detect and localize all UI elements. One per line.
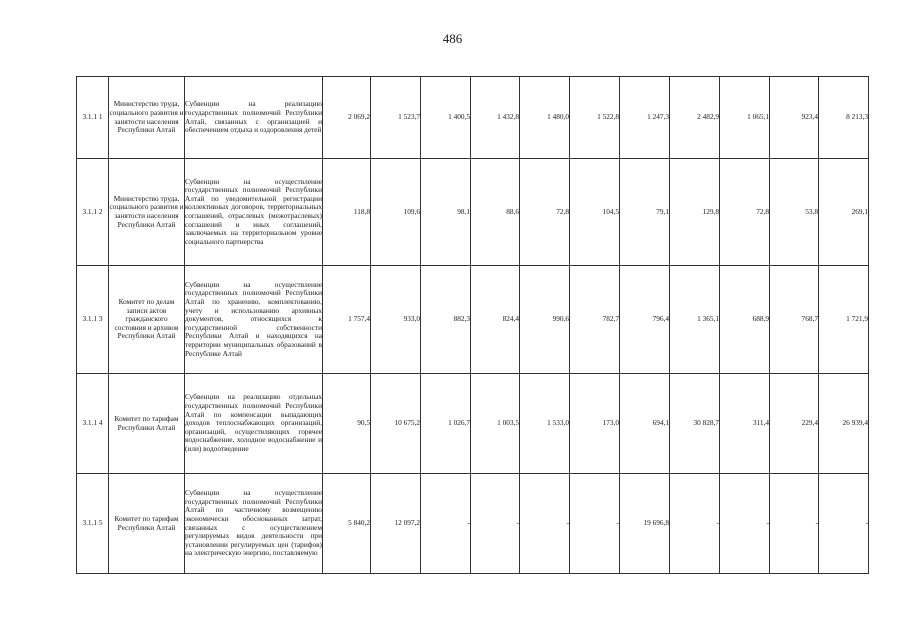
row-description-text: Субвенции на реализацию отдельных государственных полномочий Республики Алтай по компенсации выпадающих доходов теплоснабжающих организаций, организаций, осуществляющих горячее водоснабжение, холодное водоснабжение и (или) водоотведение (185, 393, 322, 453)
value-cell: - (819, 474, 869, 574)
value-cell: 30 828,7 (670, 374, 720, 474)
value-cell: - (471, 474, 520, 574)
table-row (77, 374, 869, 474)
value-cell: 2 069,2 (323, 77, 371, 159)
row-code: 3.1.1 2 (77, 159, 109, 266)
value-cell: - (421, 474, 471, 574)
value-cell: - (720, 474, 770, 574)
row-description (185, 266, 323, 374)
value-cell: 229,4 (770, 374, 819, 474)
row-code: 3.1.1 3 (77, 266, 109, 374)
value-cell: 26 939,4 (819, 374, 869, 474)
table-row (77, 474, 869, 574)
subventions-table (76, 76, 869, 574)
row-organization: Министерство труда, социального развития и занятости населения Республики Алтай (109, 77, 185, 159)
value-cell: 1 003,5 (471, 374, 520, 474)
value-cell: 1 400,5 (421, 77, 471, 159)
value-cell: 1 026,7 (421, 374, 471, 474)
value-cell: 12 097,2 (371, 474, 421, 574)
value-cell: 10 675,2 (371, 374, 421, 474)
row-code: 3.1.1 4 (77, 374, 109, 474)
value-cell: 1 757,4 (323, 266, 371, 374)
value-cell: 1 721,9 (819, 266, 869, 374)
value-cell: 1 065,1 (720, 77, 770, 159)
value-cell: 1 523,7 (371, 77, 421, 159)
row-description (185, 374, 323, 474)
value-cell: - (570, 474, 620, 574)
value-cell: 768,7 (770, 266, 819, 374)
row-description (185, 159, 323, 266)
value-cell: 8 213,3 (819, 77, 869, 159)
page-number: 486 (442, 31, 463, 46)
row-description (185, 77, 323, 159)
row-description-text: Субвенции на осуществление государственных полномочий Республики Алтай по частичному возмещению экономически обоснованных затрат, связанных с осуществлением регулируемых видов деятельности при установлении регулируемых цен (тарифов) на электрическую энергию, поставляемую (185, 489, 322, 558)
value-cell: 1 365,1 (670, 266, 720, 374)
value-cell: 796,4 (620, 266, 670, 374)
row-description (185, 474, 323, 574)
value-cell: 1 533,0 (520, 374, 570, 474)
row-code: 3.1.1 1 (77, 77, 109, 159)
row-organization: Комитет по тарифам Республики Алтай (109, 474, 185, 574)
value-cell: 882,3 (421, 266, 471, 374)
value-cell: 933,0 (371, 266, 421, 374)
value-cell: 990,6 (520, 266, 570, 374)
row-description-text: Субвенции на реализацию государственных полномочий Республики Алтай, связанных с организацией и обеспечением отдыха и оздоровления детей (185, 100, 322, 135)
table-row (77, 266, 869, 374)
value-cell: 688,9 (720, 266, 770, 374)
value-cell: 53,8 (770, 159, 819, 266)
value-cell: 129,8 (670, 159, 720, 266)
value-cell: 5 840,2 (323, 474, 371, 574)
table-row (77, 159, 869, 266)
row-description-text: Субвенции на осуществление государственных полномочий Республики Алтай по уведомительной регистрации коллективных договоров, территориальных соглашений, отраслевых (межотраслевых) соглашений и иных соглашений, заключаемых на территориальном уровне социального партнерства (185, 177, 322, 246)
row-organization: Комитет по делам записи актов гражданского состояния и архивов Республики Алтай (109, 266, 185, 374)
value-cell: 1 522,8 (570, 77, 620, 159)
value-cell: - (520, 474, 570, 574)
value-cell: 79,1 (620, 159, 670, 266)
value-cell: 694,1 (620, 374, 670, 474)
value-cell: - (670, 474, 720, 574)
row-organization: Министерство труда, социального развития и занятости населения Республики Алтай (109, 159, 185, 266)
value-cell: 19 696,8 (620, 474, 670, 574)
value-cell: 1 480,0 (520, 77, 570, 159)
value-cell: 782,7 (570, 266, 620, 374)
value-cell: 269,1 (819, 159, 869, 266)
value-cell: 72,8 (720, 159, 770, 266)
value-cell: 173,0 (570, 374, 620, 474)
row-code: 3.1.1 5 (77, 474, 109, 574)
value-cell: 109,6 (371, 159, 421, 266)
value-cell: 2 482,9 (670, 77, 720, 159)
value-cell: 923,4 (770, 77, 819, 159)
value-cell: 824,4 (471, 266, 520, 374)
value-cell: 88,6 (471, 159, 520, 266)
value-cell: 72,8 (520, 159, 570, 266)
value-cell: 1 432,8 (471, 77, 520, 159)
value-cell: 104,5 (570, 159, 620, 266)
value-cell: 1 247,3 (620, 77, 670, 159)
value-cell: 98,1 (421, 159, 471, 266)
table-row (77, 77, 869, 159)
row-description-text: Субвенции на осуществление государственных полномочий Республики Алтай по хранению, комплектованию, учету и использованию архивных документов, относящихся к государственной собственности Республики Алтай и находящихся на территории муниципальных образований в Республике Алтай (185, 280, 322, 358)
value-cell: 311,4 (720, 374, 770, 474)
value-cell: - (770, 474, 819, 574)
row-organization: Комитет по тарифам Республики Алтай (109, 374, 185, 474)
value-cell: 118,8 (323, 159, 371, 266)
value-cell: 90,5 (323, 374, 371, 474)
